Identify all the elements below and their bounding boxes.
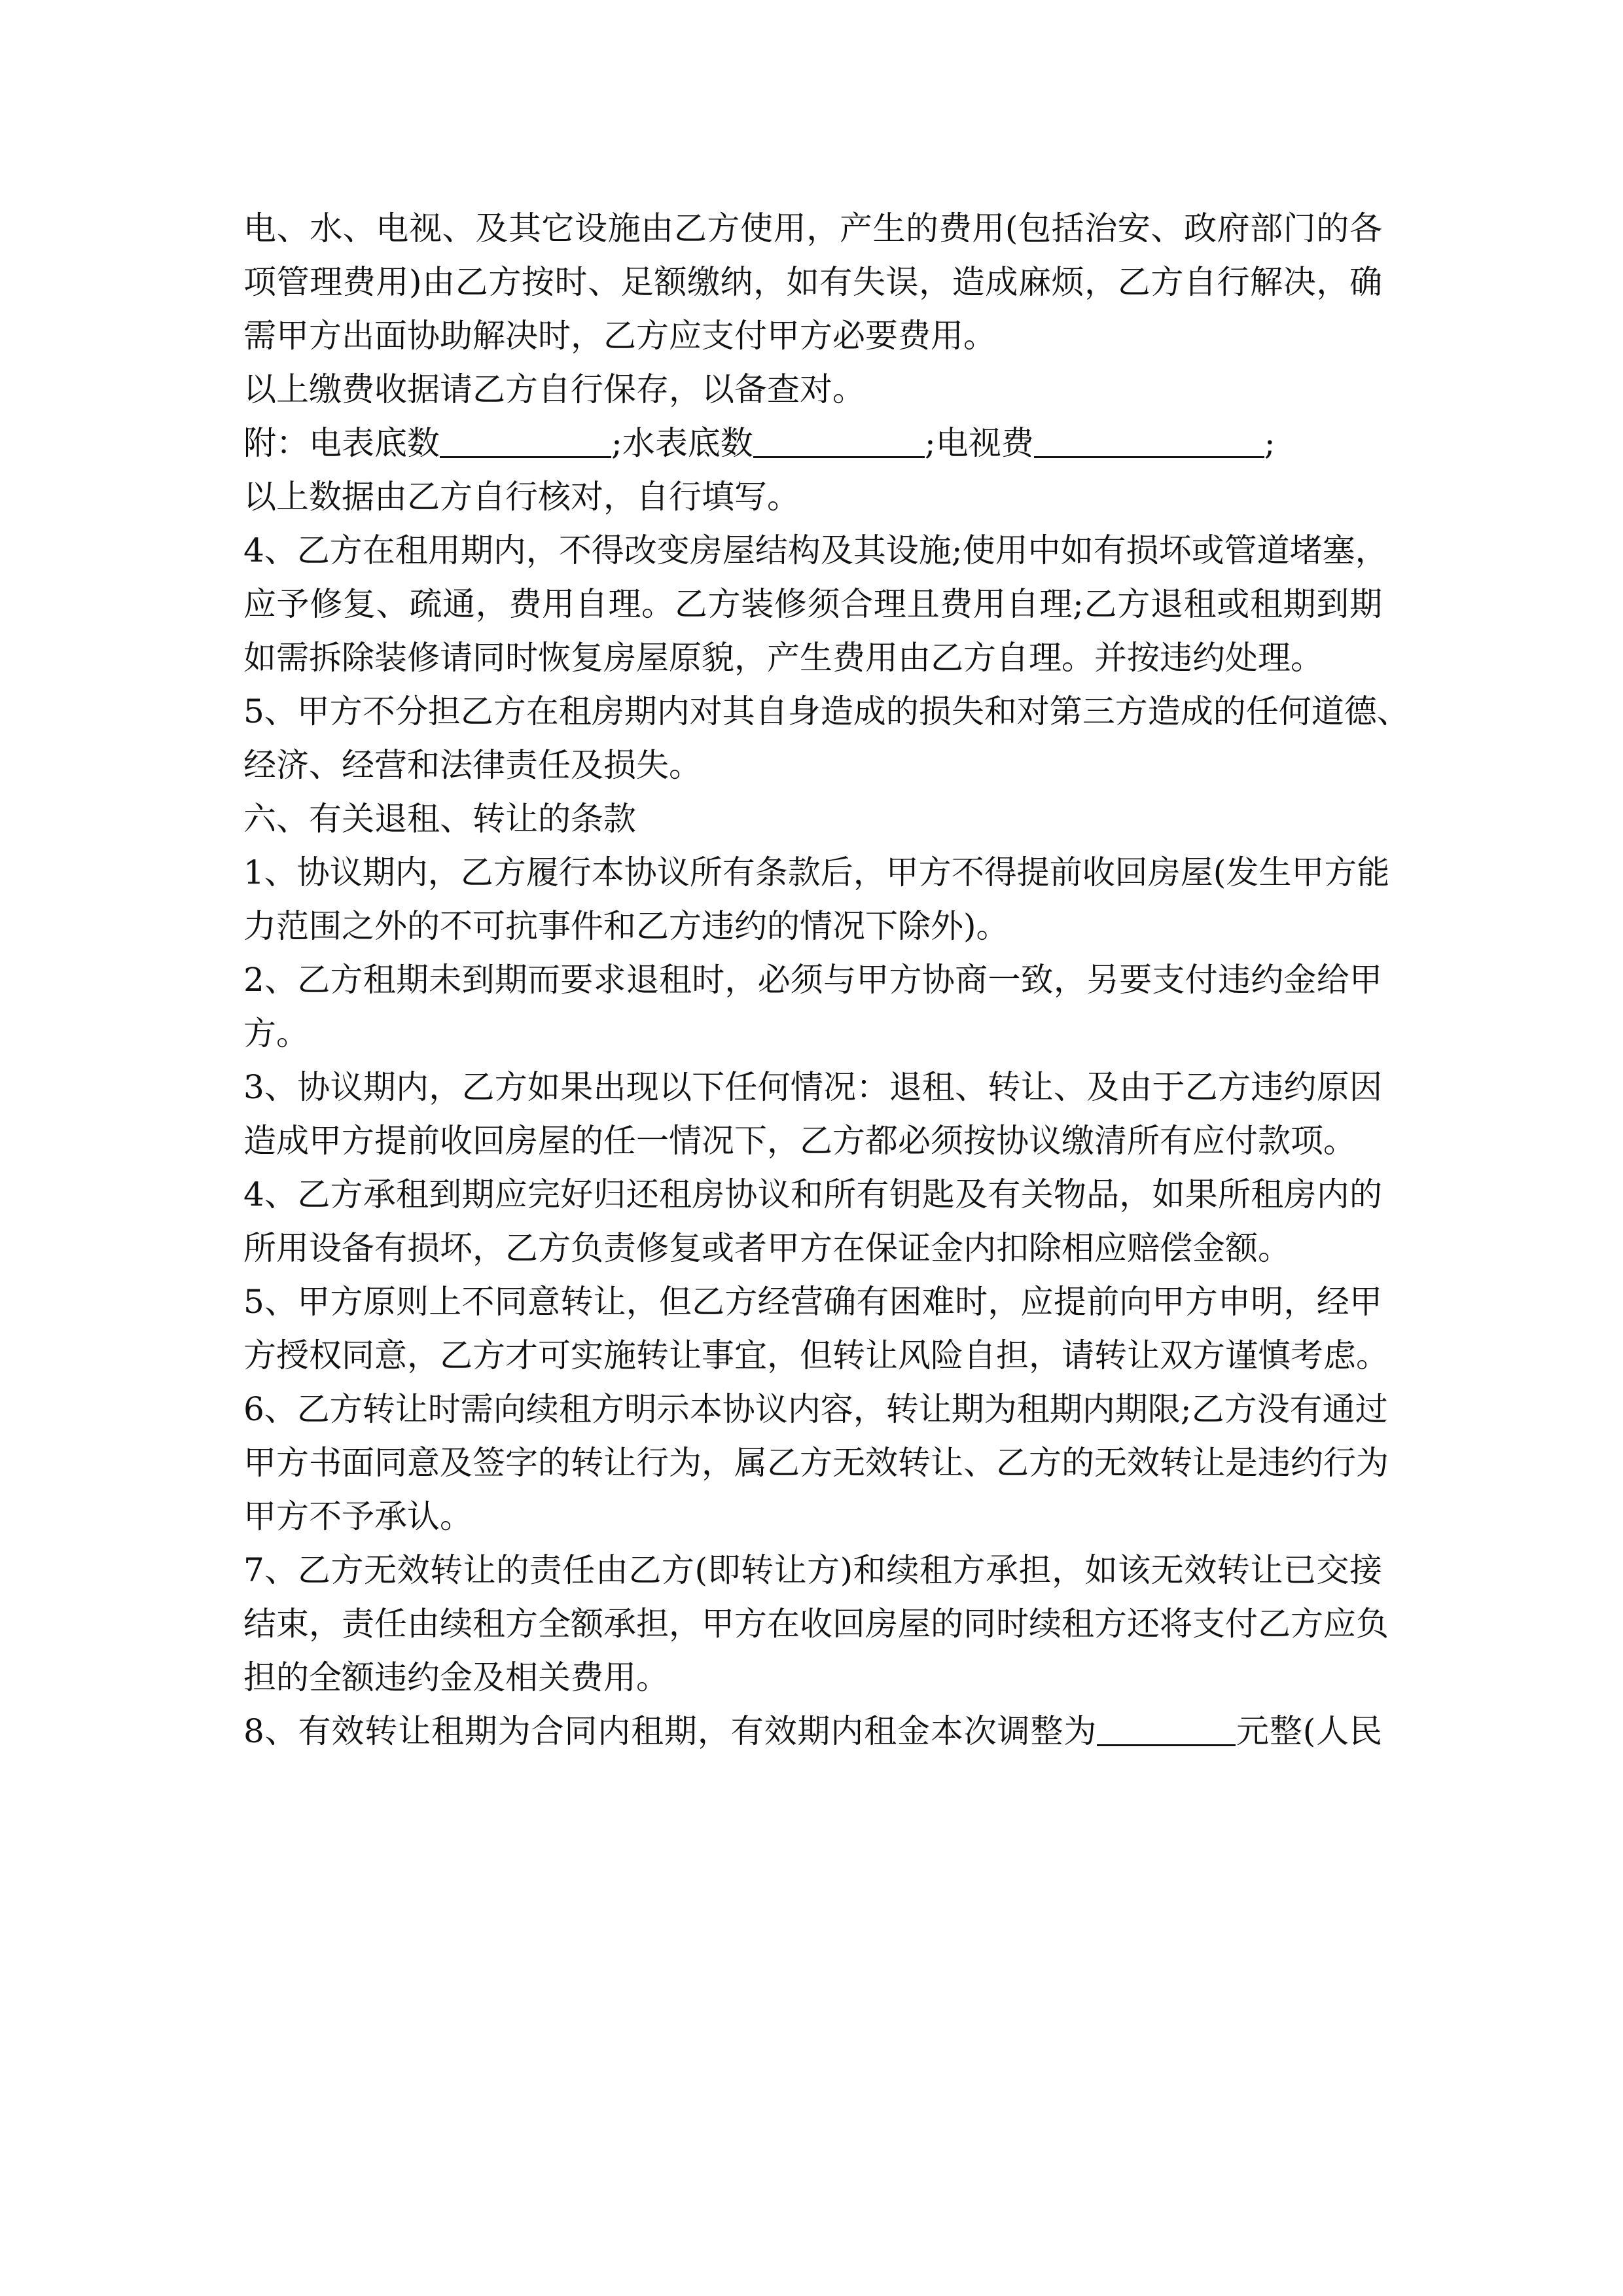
clause-8-rent-adjustment — [243, 1704, 1382, 1758]
clause-2-early-termination — [243, 953, 1382, 1060]
text-line: 4、乙方承租到期应完好归还租房协议和所有钥匙及有关物品，如果所租房内的 — [243, 1175, 1382, 1213]
clause-1-no-early-recall — [243, 846, 1390, 953]
text-line: 5、甲方原则上不同意转让，但乙方经营确有困难时，应提前向甲方申明，经甲 — [243, 1283, 1382, 1321]
clause-5-liability — [243, 685, 1410, 792]
text-line: 方授权同意，乙方才可实施转让事宜，但转让风险自担，请转让双方谨慎考虑。 — [243, 1336, 1389, 1374]
text-line: 以上数据由乙方自行核对，自行填写。 — [243, 478, 800, 516]
paragraph-utilities — [243, 202, 1382, 363]
text-line: 6、乙方转让时需向续租方明示本协议内容，转让期为租期内期限;乙方没有通过 — [243, 1390, 1388, 1428]
text-line: 甲方不予承认。 — [243, 1498, 473, 1535]
text-line: 2、乙方租期未到期而要求退租时，必须与甲方协商一致，另要支付违约金给甲 — [243, 961, 1382, 999]
water-meter-label: ;水表底数 — [611, 424, 753, 462]
tv-fee-label: ;电视费 — [924, 424, 1034, 462]
electric-meter-blank[interactable] — [440, 423, 611, 458]
text-line: 造成甲方提前收回房屋的任一情况下，乙方都必须按协议缴清所有应付款项。 — [243, 1122, 1356, 1160]
paragraph-data-check — [243, 470, 1382, 524]
clause-3-settlement — [243, 1060, 1382, 1168]
rent-amount-blank[interactable] — [1097, 1712, 1236, 1746]
text-line: 结束，责任由续租方全额承担，甲方在收回房屋的同时续租方还将支付乙方应负 — [243, 1605, 1389, 1643]
clause-6-transfer-disclosure — [243, 1382, 1389, 1543]
tv-fee-blank[interactable] — [1034, 423, 1264, 458]
meter-reading-line — [243, 416, 1382, 470]
text-line: 如需拆除装修请同时恢复房屋原貌，产生费用由乙方自理。并按违约处理。 — [243, 639, 1323, 677]
meter-line-end: ; — [1264, 424, 1275, 462]
text-line: 需甲方出面协助解决时，乙方应支付甲方必要费用。 — [243, 317, 996, 355]
text-line: 经济、经营和法律责任及损失。 — [243, 746, 702, 784]
text-line: 力范围之外的不可抗事件和乙方违约的情况下除外)。 — [243, 907, 1009, 945]
text-line: 担的全额违约金及相关费用。 — [243, 1659, 669, 1696]
text-line: 以上缴费收据请乙方自行保存，以备查对。 — [243, 370, 865, 408]
text-line: 5、甲方不分担乙方在租房期内对其自身造成的损失和对第三方造成的任何道德、 — [243, 692, 1410, 730]
text-line: 甲方书面同意及签字的转让行为，属乙方无效转让、乙方的无效转让是违约行为 — [243, 1444, 1389, 1482]
rent-adjust-label: 8、有效转让租期为合同内租期，有效期内租金本次调整为 — [243, 1712, 1097, 1750]
electric-meter-label: 附：电表底数 — [243, 424, 440, 462]
text-line: 电、水、电视、及其它设施由乙方使用，产生的费用(包括治安、政府部门的各 — [243, 209, 1382, 247]
water-meter-blank[interactable] — [753, 423, 925, 458]
text-line: 7、乙方无效转让的责任由乙方(即转让方)和续租方承担，如该无效转让已交接 — [243, 1551, 1382, 1589]
text-line: 4、乙方在租用期内，不得改变房屋结构及其设施;使用中如有损坏或管道堵塞， — [243, 531, 1388, 569]
text-line: 应予修复、疏通，费用自理。乙方装修须合理且费用自理;乙方退租或租期到期 — [243, 585, 1382, 623]
section-six-heading — [243, 792, 1382, 846]
text-line: 1、协议期内，乙方履行本协议所有条款后，甲方不得提前收回房屋(发生甲方能 — [243, 853, 1390, 891]
clause-7-invalid-transfer — [243, 1543, 1389, 1704]
text-line: 3、协议期内，乙方如果出现以下任何情况：退租、转让、及由于乙方违约原因 — [243, 1068, 1382, 1106]
document-body — [243, 202, 1410, 1758]
text-line: 方。 — [243, 1014, 309, 1052]
text-line: 项管理费用)由乙方按时、足额缴纳，如有失误，造成麻烦，乙方自行解决，确 — [243, 263, 1382, 301]
clause-4-return — [243, 1168, 1382, 1275]
paragraph-receipts — [243, 363, 1382, 416]
clause-5-transfer-consent — [243, 1275, 1389, 1382]
text-line: 所用设备有损坏，乙方负责修复或者甲方在保证金内扣除相应赔偿金额。 — [243, 1229, 1291, 1267]
section-title: 六、有关退租、转让的条款 — [243, 800, 636, 838]
rent-unit-label: 元整(人民 — [1236, 1712, 1382, 1750]
clause-4-structure — [243, 524, 1388, 685]
